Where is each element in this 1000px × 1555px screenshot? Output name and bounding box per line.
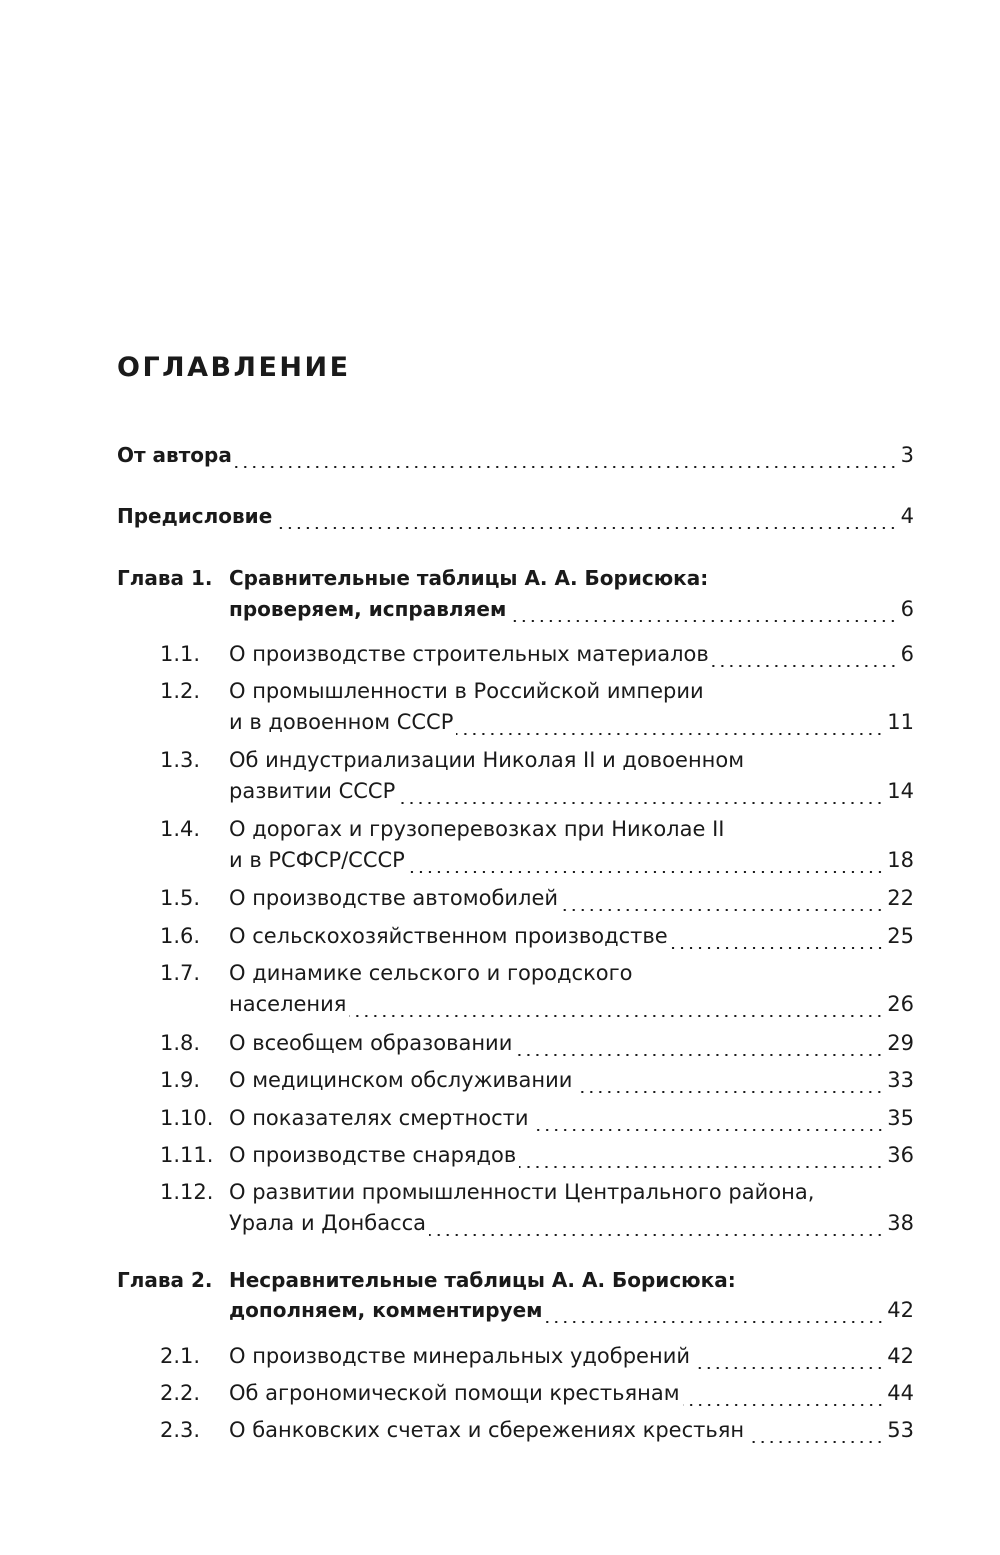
page-number: 4 <box>900 504 914 528</box>
section-number: 1.11. <box>160 1143 214 1167</box>
section-title: О производстве строительных материалов <box>229 642 709 666</box>
dot-leader <box>429 1234 884 1236</box>
page-number: 22 <box>887 886 914 910</box>
section-number: 1.7. <box>160 961 201 985</box>
section-title-cont: и в довоенном СССР <box>229 710 454 734</box>
page-number: 35 <box>887 1106 914 1130</box>
dot-leader <box>349 1015 884 1017</box>
page-number: 26 <box>887 992 914 1016</box>
dot-leader <box>693 1367 884 1369</box>
page-number: 11 <box>887 710 914 734</box>
page-number: 6 <box>900 597 914 621</box>
section-title-cont: населения <box>229 992 347 1016</box>
section-number: 2.2. <box>160 1381 201 1405</box>
dot-leader <box>519 1166 884 1168</box>
page-number: 53 <box>887 1418 914 1442</box>
page-number: 42 <box>887 1344 914 1368</box>
section-number: 1.1. <box>160 642 201 666</box>
page-number: 44 <box>887 1381 914 1405</box>
section-title: О производстве автомобилей <box>229 886 559 910</box>
entry-title: От автора <box>117 443 232 467</box>
page-number: 25 <box>887 924 914 948</box>
chapter-label: Глава 2. <box>117 1268 213 1292</box>
dot-leader <box>515 1054 884 1056</box>
page-number: 18 <box>887 848 914 872</box>
section-number: 1.3. <box>160 748 201 772</box>
section-title-cont: Урала и Донбасса <box>229 1211 427 1235</box>
section-title: О промышленности в Российской империи <box>229 679 704 703</box>
section-number: 1.4. <box>160 817 201 841</box>
section-number: 1.9. <box>160 1068 201 1092</box>
dot-leader <box>275 527 897 529</box>
dot-leader <box>532 1129 885 1131</box>
chapter-title-cont: проверяем, исправляем <box>229 597 507 621</box>
section-title-cont: и в РСФСР/СССР <box>229 848 405 872</box>
page-number: 36 <box>887 1143 914 1167</box>
section-title: О всеобщем образовании <box>229 1031 513 1055</box>
section-title: О динамике сельского и городского <box>229 961 633 985</box>
page-number: 14 <box>887 779 914 803</box>
section-title: О медицинском обслуживании <box>229 1068 573 1092</box>
section-title: О сельскохозяйственном производстве <box>229 924 668 948</box>
dot-leader <box>235 466 898 468</box>
page-number: 33 <box>887 1068 914 1092</box>
section-title: О развитии промышленности Центрального района, <box>229 1180 815 1204</box>
section-title: О производстве снарядов <box>229 1143 517 1167</box>
section-title: О дорогах и грузоперевозках при Николае II <box>229 817 725 841</box>
section-title: Об агрономической помощи крестьянам <box>229 1381 680 1405</box>
dot-leader <box>398 802 884 804</box>
section-number: 2.1. <box>160 1344 201 1368</box>
page-number: 38 <box>887 1211 914 1235</box>
dot-leader <box>509 620 897 622</box>
chapter-label: Глава 1. <box>117 566 213 590</box>
section-number: 2.3. <box>160 1418 201 1442</box>
section-title: О банковских счетах и сбережениях крестьян <box>229 1418 745 1442</box>
chapter-title: Сравнительные таблицы А. А. Борисюка: <box>229 566 709 590</box>
section-number: 1.12. <box>160 1180 214 1204</box>
section-title-cont: развитии СССР <box>229 779 396 803</box>
section-number: 1.10. <box>160 1106 214 1130</box>
section-number: 1.2. <box>160 679 201 703</box>
page-number: 42 <box>887 1298 914 1322</box>
page-number: 29 <box>887 1031 914 1055</box>
chapter-title-cont: дополняем, комментируем <box>229 1298 543 1322</box>
dot-leader <box>546 1321 885 1323</box>
dot-leader <box>712 665 898 667</box>
dot-leader <box>747 1441 884 1443</box>
dot-leader <box>456 733 884 735</box>
section-title: Об индустриализации Николая II и довоенном <box>229 748 745 772</box>
section-title: О производстве минеральных удобрений <box>229 1344 690 1368</box>
entry-title: Предисловие <box>117 504 273 528</box>
dot-leader <box>575 1091 884 1093</box>
dot-leader <box>671 947 885 949</box>
section-number: 1.5. <box>160 886 201 910</box>
page-title: ОГЛАВЛЕНИЕ <box>117 352 351 383</box>
dot-leader <box>683 1404 885 1406</box>
dot-leader <box>408 871 884 873</box>
page-number: 6 <box>900 642 914 666</box>
section-title: О показателях смертности <box>229 1106 529 1130</box>
section-number: 1.8. <box>160 1031 201 1055</box>
section-number: 1.6. <box>160 924 201 948</box>
page-number: 3 <box>900 443 914 467</box>
chapter-title: Несравнительные таблицы А. А. Борисюка: <box>229 1268 736 1292</box>
dot-leader <box>561 909 884 911</box>
